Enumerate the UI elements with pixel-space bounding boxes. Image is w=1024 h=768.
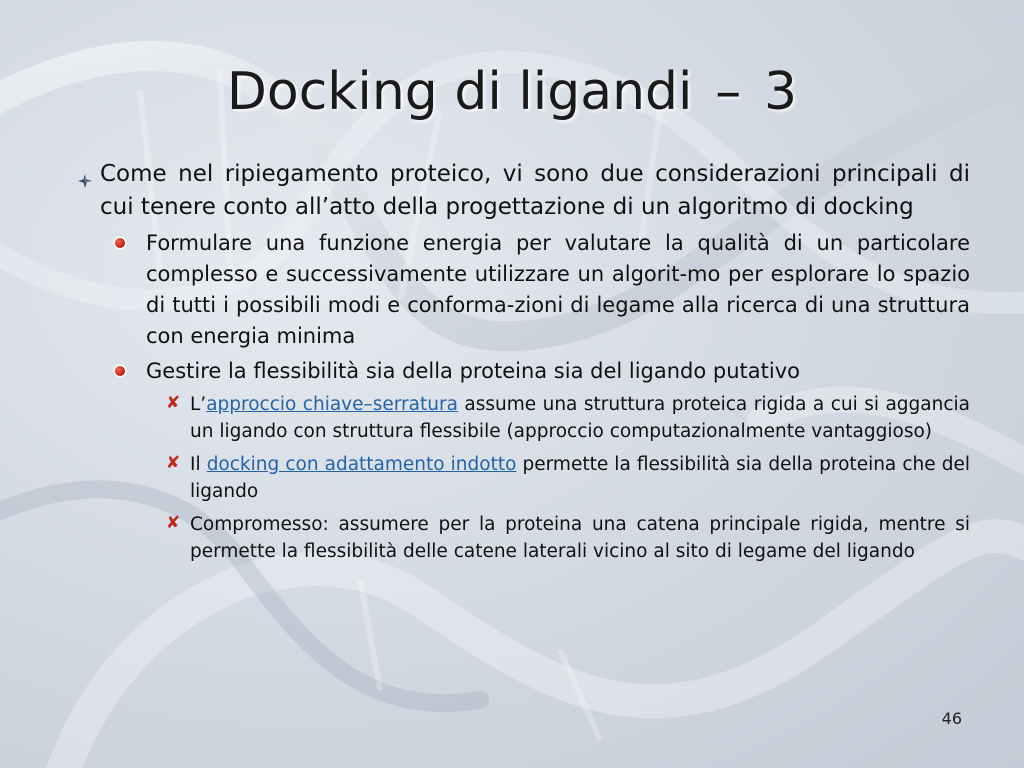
bullet-text: Gestire la flessibilità sia della proteina sia del ligando putativo bbox=[146, 359, 800, 383]
bullet-level3-item bbox=[166, 391, 970, 445]
induced-fit-docking-link[interactable]: docking con adattamento indotto bbox=[206, 454, 517, 475]
red-x-icon: ✘ bbox=[166, 453, 181, 473]
red-dot-icon bbox=[115, 366, 125, 376]
bullet-text: Come nel ripiegamento proteico, vi sono due considerazioni principali di cui tenere conto all’atto della progettazione di un algoritmo di docking bbox=[100, 161, 970, 220]
bullet-level1-item bbox=[100, 158, 970, 224]
bullet-level3-item bbox=[166, 451, 970, 505]
bullet-text bbox=[190, 391, 970, 445]
bullet-level3-item bbox=[166, 511, 970, 565]
bullet-suffix: assume una struttura proteica rigida a cui si aggancia un ligando con struttura flessibile (approccio computazionalmente vantaggioso) bbox=[190, 394, 970, 442]
bullet-text bbox=[190, 451, 970, 505]
bullet-suffix: permette la flessibilità sia della proteina che del ligando bbox=[190, 454, 970, 502]
bullet-prefix: L’ bbox=[190, 394, 207, 415]
title-main: Docking di ligandi bbox=[226, 62, 693, 122]
title-dash: – bbox=[715, 62, 742, 122]
page-number: 46 bbox=[941, 709, 962, 728]
slide-body bbox=[0, 158, 1024, 571]
bullet-level2-item bbox=[146, 228, 970, 352]
red-dot-icon bbox=[115, 238, 125, 248]
title-number: 3 bbox=[764, 62, 798, 122]
bullet-level2-item bbox=[146, 356, 970, 387]
bullet-text: Formulare una funzione energia per valutare la qualità di un particolare complesso e successivamente utilizzare un algorit-mo per esplorare lo spazio di tutti i possibili modi e conforma-zioni di legame alla ricerca di una struttura con energia minima bbox=[146, 231, 970, 348]
compass-star-icon bbox=[78, 165, 92, 179]
red-x-icon: ✘ bbox=[166, 393, 181, 413]
slide-title bbox=[0, 62, 1024, 122]
bullet-text: Compromesso: assumere per la proteina una catena principale rigida, mentre si permette la flessibilità delle catene laterali vicino al sito di legame del ligando bbox=[190, 514, 970, 562]
bullet-prefix: Il bbox=[190, 454, 207, 475]
red-x-icon: ✘ bbox=[166, 513, 181, 533]
lock-and-key-link[interactable]: approccio chiave–serratura bbox=[206, 394, 458, 415]
